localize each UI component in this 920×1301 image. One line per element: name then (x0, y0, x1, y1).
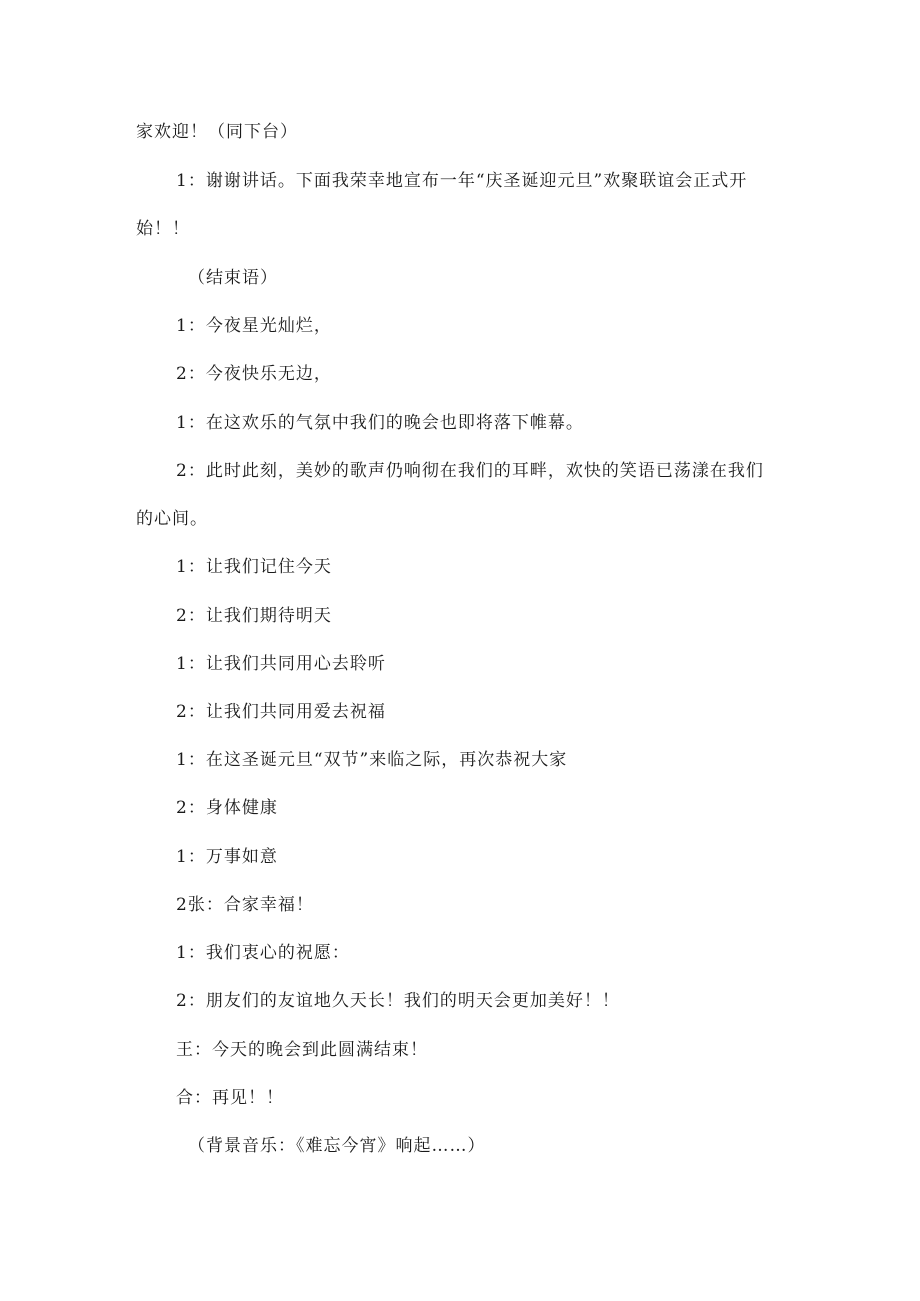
text-line: 2张：合家幸福！ (176, 895, 314, 915)
text-line: 2：让我们期待明天 (176, 606, 332, 626)
stage-direction: （背景音乐：《难忘今宵》响起……） (188, 1136, 486, 1156)
text-line: 2：身体健康 (176, 798, 278, 818)
text-line: 始！！ (136, 219, 190, 239)
text-line: 2：朋友们的友谊地久天长！我们的明天会更加美好！！ (176, 991, 620, 1011)
text-line: 2：让我们共同用爱去祝福 (176, 702, 386, 722)
text-line: 1：让我们共同用心去聆听 (176, 654, 386, 674)
text-line: 的心间。 (136, 509, 208, 529)
text-line: 1：万事如意 (176, 847, 278, 867)
text-line: 王：今天的晚会到此圆满结束！ (176, 1040, 428, 1060)
text-line: 2：今夜快乐无边， (176, 364, 332, 384)
section-heading: （结束语） (188, 268, 278, 288)
text-line: 1：让我们记住今天 (176, 557, 332, 577)
text-line: 1：谢谢讲话。下面我荣幸地宣布一年“庆圣诞迎元旦”欢聚联谊会正式开 (176, 171, 748, 191)
text-line: 2：此时此刻，美妙的歌声仍响彻在我们的耳畔，欢快的笑语已荡漾在我们 (176, 461, 764, 481)
text-line: 1：在这圣诞元旦“双节”来临之际，再次恭祝大家 (176, 750, 568, 770)
text-line: 1：今夜星光灿烂， (176, 316, 332, 336)
text-line: 1：在这欢乐的气氛中我们的晚会也即将落下帷幕。 (176, 413, 584, 433)
text-line: 合：再见！！ (176, 1088, 284, 1108)
text-line: 1：我们衷心的祝愿： (176, 943, 350, 963)
text-line: 家欢迎！（同下台） (136, 122, 298, 142)
